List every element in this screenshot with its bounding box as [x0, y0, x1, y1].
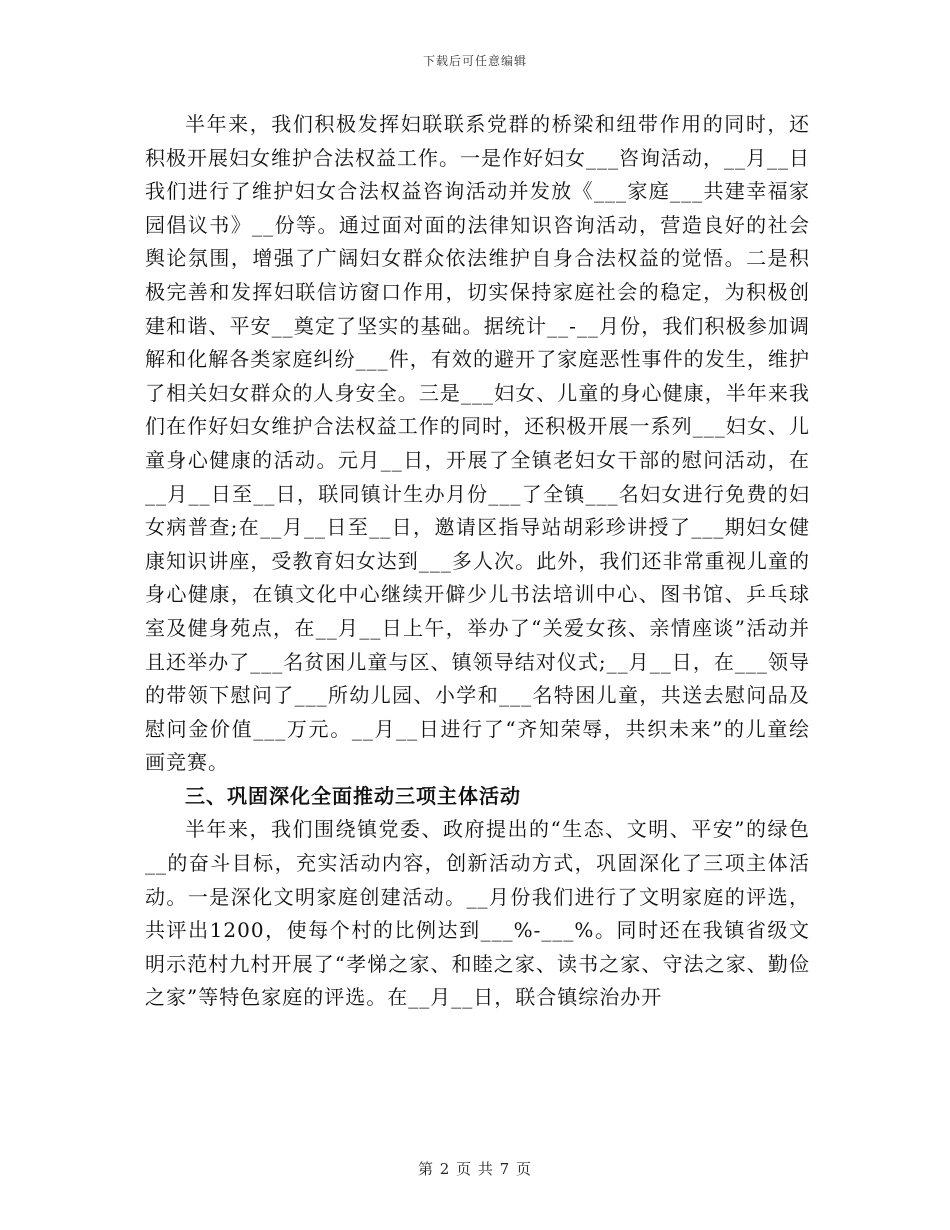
header-note: 下载后可任意编辑 — [422, 54, 527, 68]
page-number: 第 2 页 共 7 页 — [418, 1160, 532, 1178]
body-paragraph: 半年来，我们围绕镇党委、政府提出的“生态、文明、平安”的绿色__的奋斗目标，充实活动内容，创新活动方式，巩固深化了三项主体活动。一是深化文明家庭创建活动。__月份我们进行了文明家庭的评选，共评出1200，使每个村的比例达到___%-___%。同时还在我镇省级文明示范村九村开展了“孝悌之家、和睦之家、读书之家、守法之家、勤俭之家”等特色家庭的评选。在__月__日，联合镇综治办开 — [145, 817, 810, 1010]
body-paragraph: 半年来，我们积极发挥妇联联系党群的桥梁和纽带作用的同时，还积极开展妇女维护合法权益工作。一是作好妇女___咨询活动，__月__日我们进行了维护妇女合法权益咨询活动并发放《___家庭___共建幸福家园倡议书》__份等。通过面对面的法律知识咨询活动，营造良好的社会舆论氛围，增强了广阔妇女群众依法维护自身合法权益的觉悟。二是积极完善和发挥妇联信访窗口作用，切实保持家庭社会的稳定，为积极创建和谐、平安__奠定了坚实的基础。据统计__-__月份，我们积极参加调解和化解各类家庭纠纷___件，有效的避开了家庭恶性事件的发生，维护了相关妇女群众的人身安全。三是___妇女、儿童的身心健康，半年来我们在作好妇女维护合法权益工作的同时，还积极开展一系列___妇女、儿童身心健康的活动。元月__日，开展了全镇老妇女干部的慰问活动，在__月__日至__日，联同镇计生办月份___了全镇___名妇女进行免费的妇女病普查;在__月__日至__日，邀请区指导站胡彩珍讲授了___期妇女健康知识讲座，受教育妇女达到___多人次。此外，我们还非常重视儿童的身心健康，在镇文化中心继续开僻少儿书法培训中心、图书馆、乒乓球室及健身苑点，在__月__日上午，举办了“关爱女孩、亲情座谈”活动并且还举办了___名贫困儿童与区、镇领导结对仪式;__月__日，在___领导的带领下慰问了___所幼儿园、小学和___名特困儿童，共送去慰问品及慰问金价值___万元。__月__日进行了“齐知荣辱，共织未来”的儿童绘画竞赛。 — [145, 112, 810, 775]
section-heading: 三、巩固深化全面推动三项主体活动 — [185, 783, 521, 808]
document-body — [145, 108, 810, 1015]
